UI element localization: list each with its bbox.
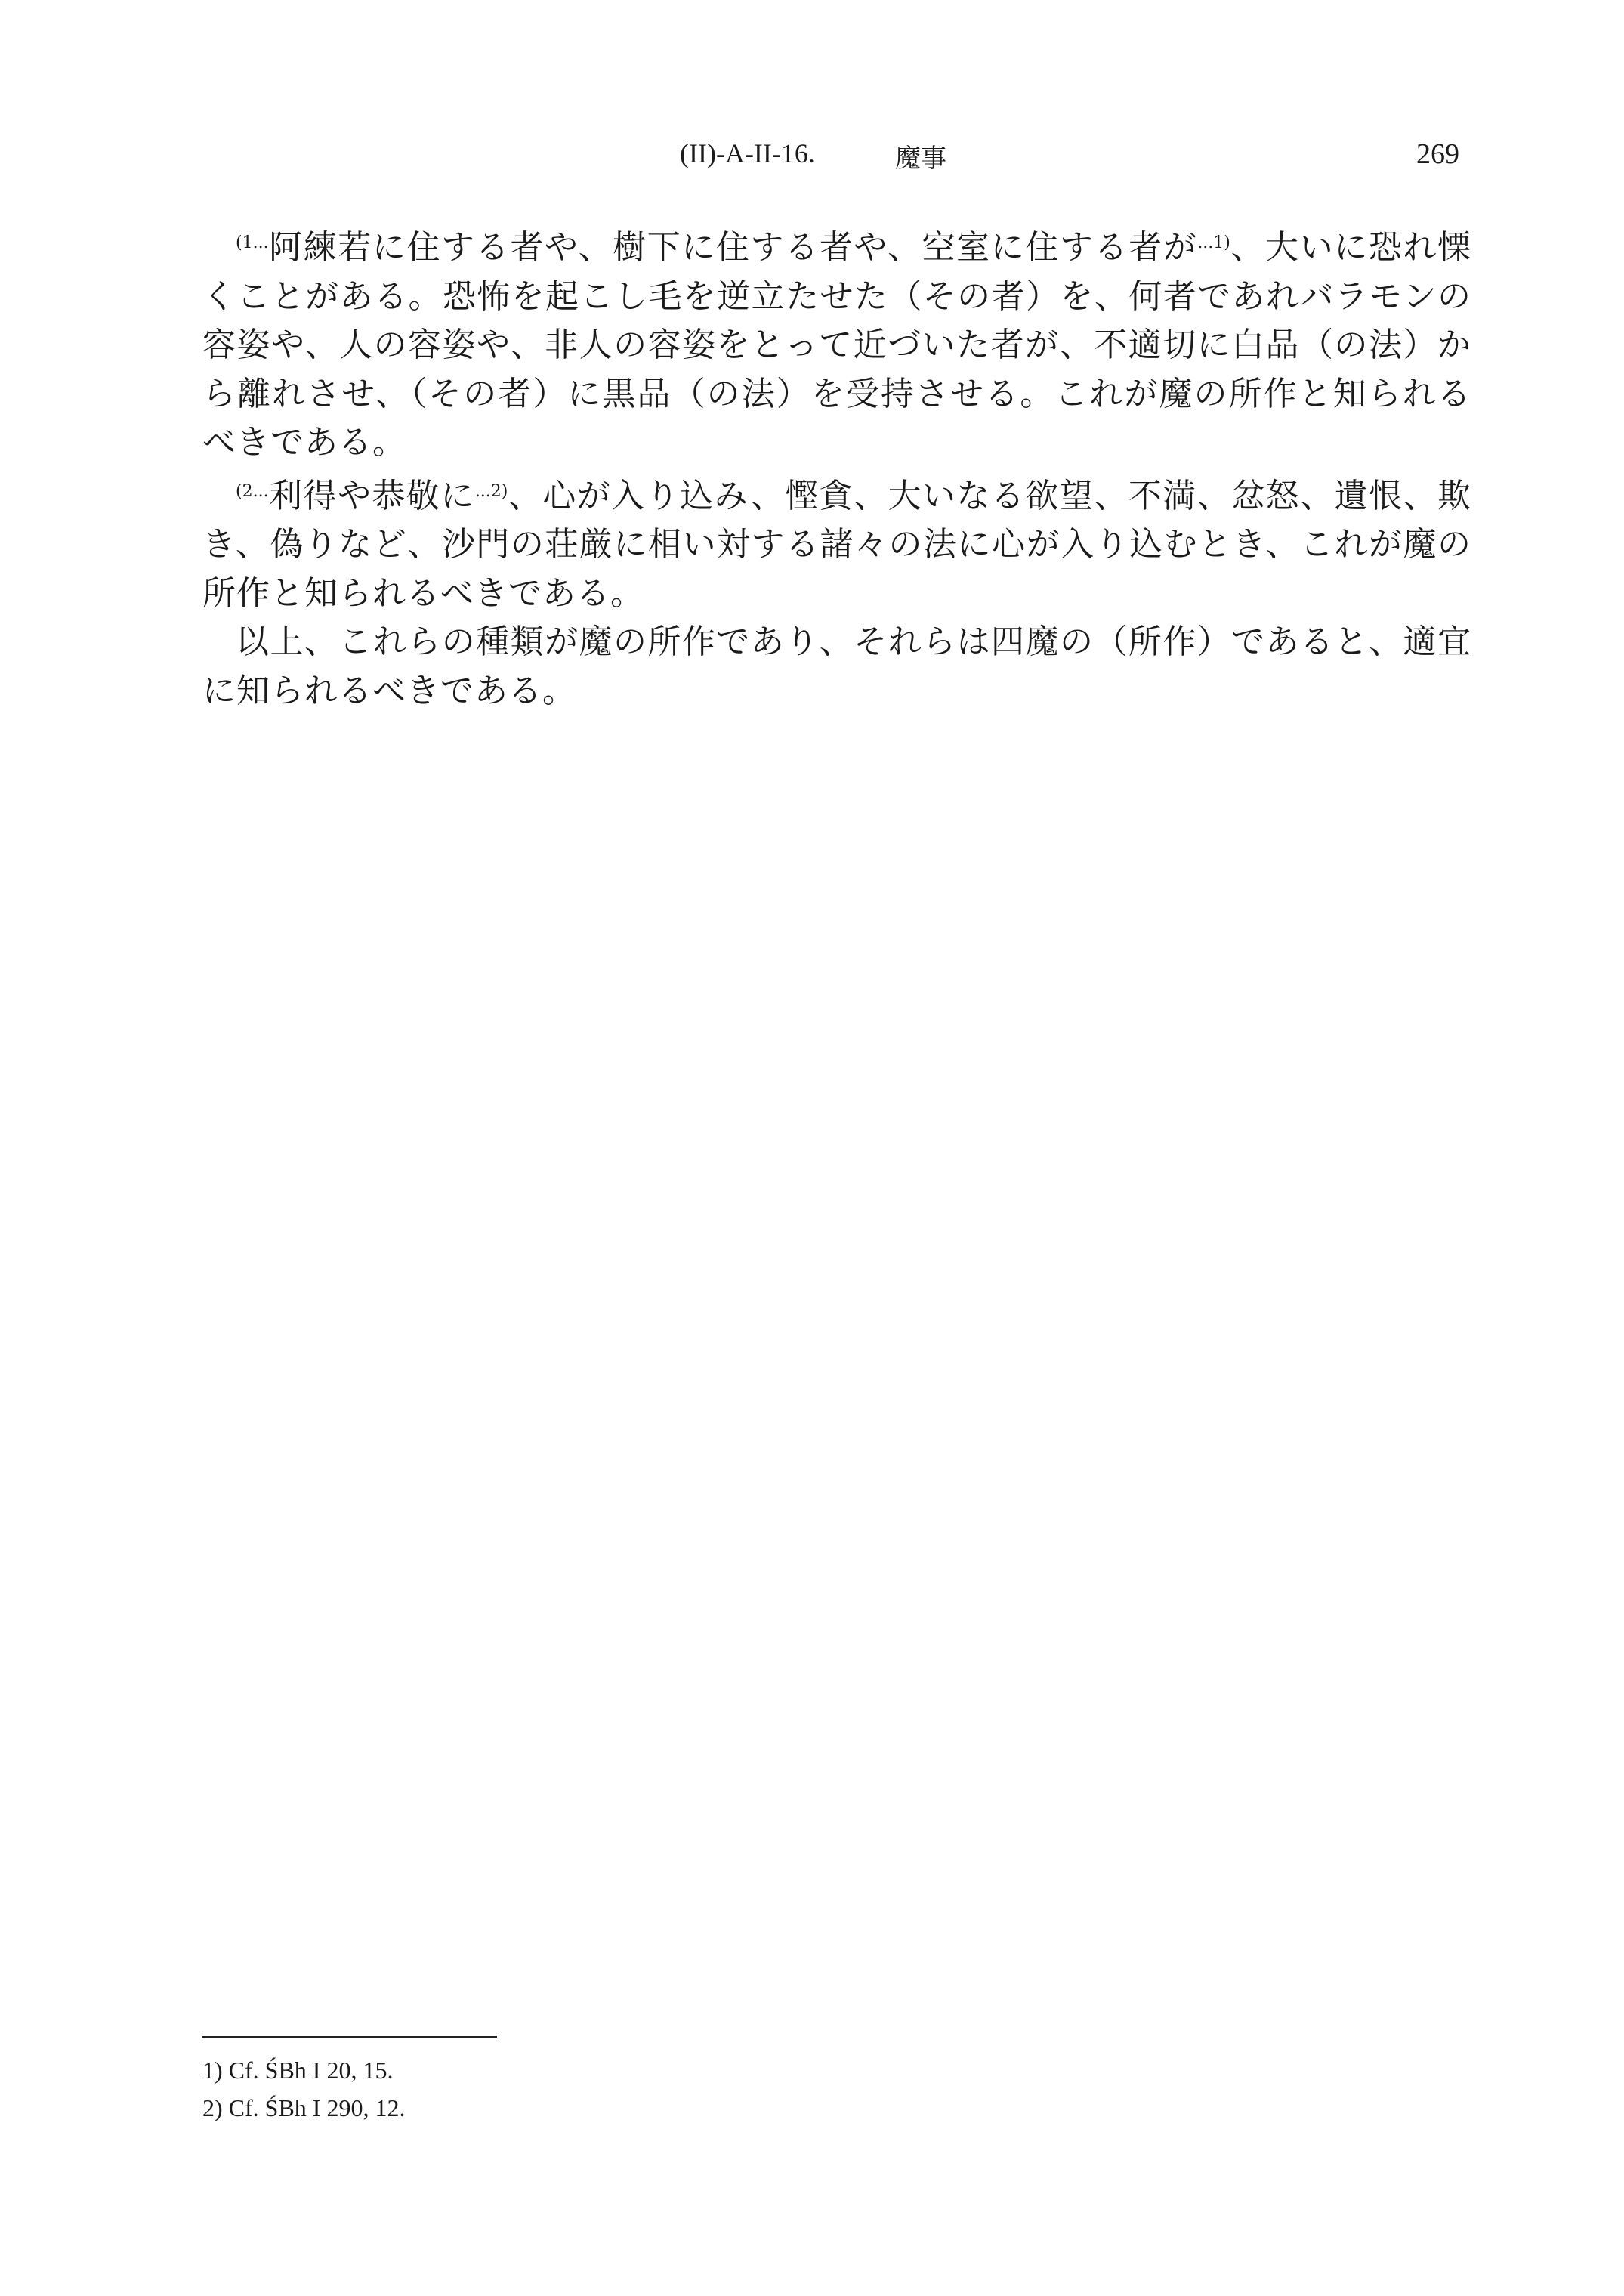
paragraph-1-lead: 阿練若に住する者や、樹下に住する者や、空室に住する者が: [268, 228, 1198, 267]
note-close-mark-1: ...1): [1197, 233, 1230, 252]
paragraph-3: 以上、これらの種類が魔の所作であり、それらは四魔の（所作）であると、適宜に知られるべきである。: [202, 623, 1471, 710]
note-close-mark-2: ...2): [474, 481, 508, 501]
footnote-1: 1) Cf. ŚBh I 20, 15.: [202, 2057, 394, 2084]
page-number: 269: [1416, 138, 1459, 170]
paragraph-1: [202, 219, 1471, 468]
paragraph-2-lead: 利得や恭敬に: [268, 476, 475, 515]
note-open-mark-2: (2...: [236, 481, 269, 501]
paragraph-2-rest: 、心が入り込み、慳貪、大いなる欲望、不満、忿怒、遺恨、欺き、偽りなど、沙門の荘厳に相い対する諸々の法に心が入り込むとき、これが魔の所作と知られるべきである。: [202, 476, 1471, 613]
section-title: 魔事: [895, 144, 946, 174]
main-text: [202, 219, 1471, 715]
paragraph-2: [202, 468, 1471, 619]
footnote-2: 2) Cf. ŚBh I 290, 12.: [202, 2094, 406, 2121]
note-open-mark-1: (1...: [236, 233, 269, 252]
running-header: [0, 138, 1624, 183]
footnote-divider: [202, 2036, 497, 2038]
section-number: (II)-A-II-16.: [680, 138, 815, 168]
paragraph-1-rest: 、大いに恐れ慄くことがある。恐怖を起こし毛を逆立たせた（その者）を、何者であれバラモンの容姿や、人の容姿や、非人の容姿をとって近づいた者が、不適切に白品（の法）から離れさせ、（その者）に黒品（の法）を受持させる。これが魔の所作と知られるべきである。: [202, 228, 1471, 462]
footnotes: [202, 2051, 405, 2127]
